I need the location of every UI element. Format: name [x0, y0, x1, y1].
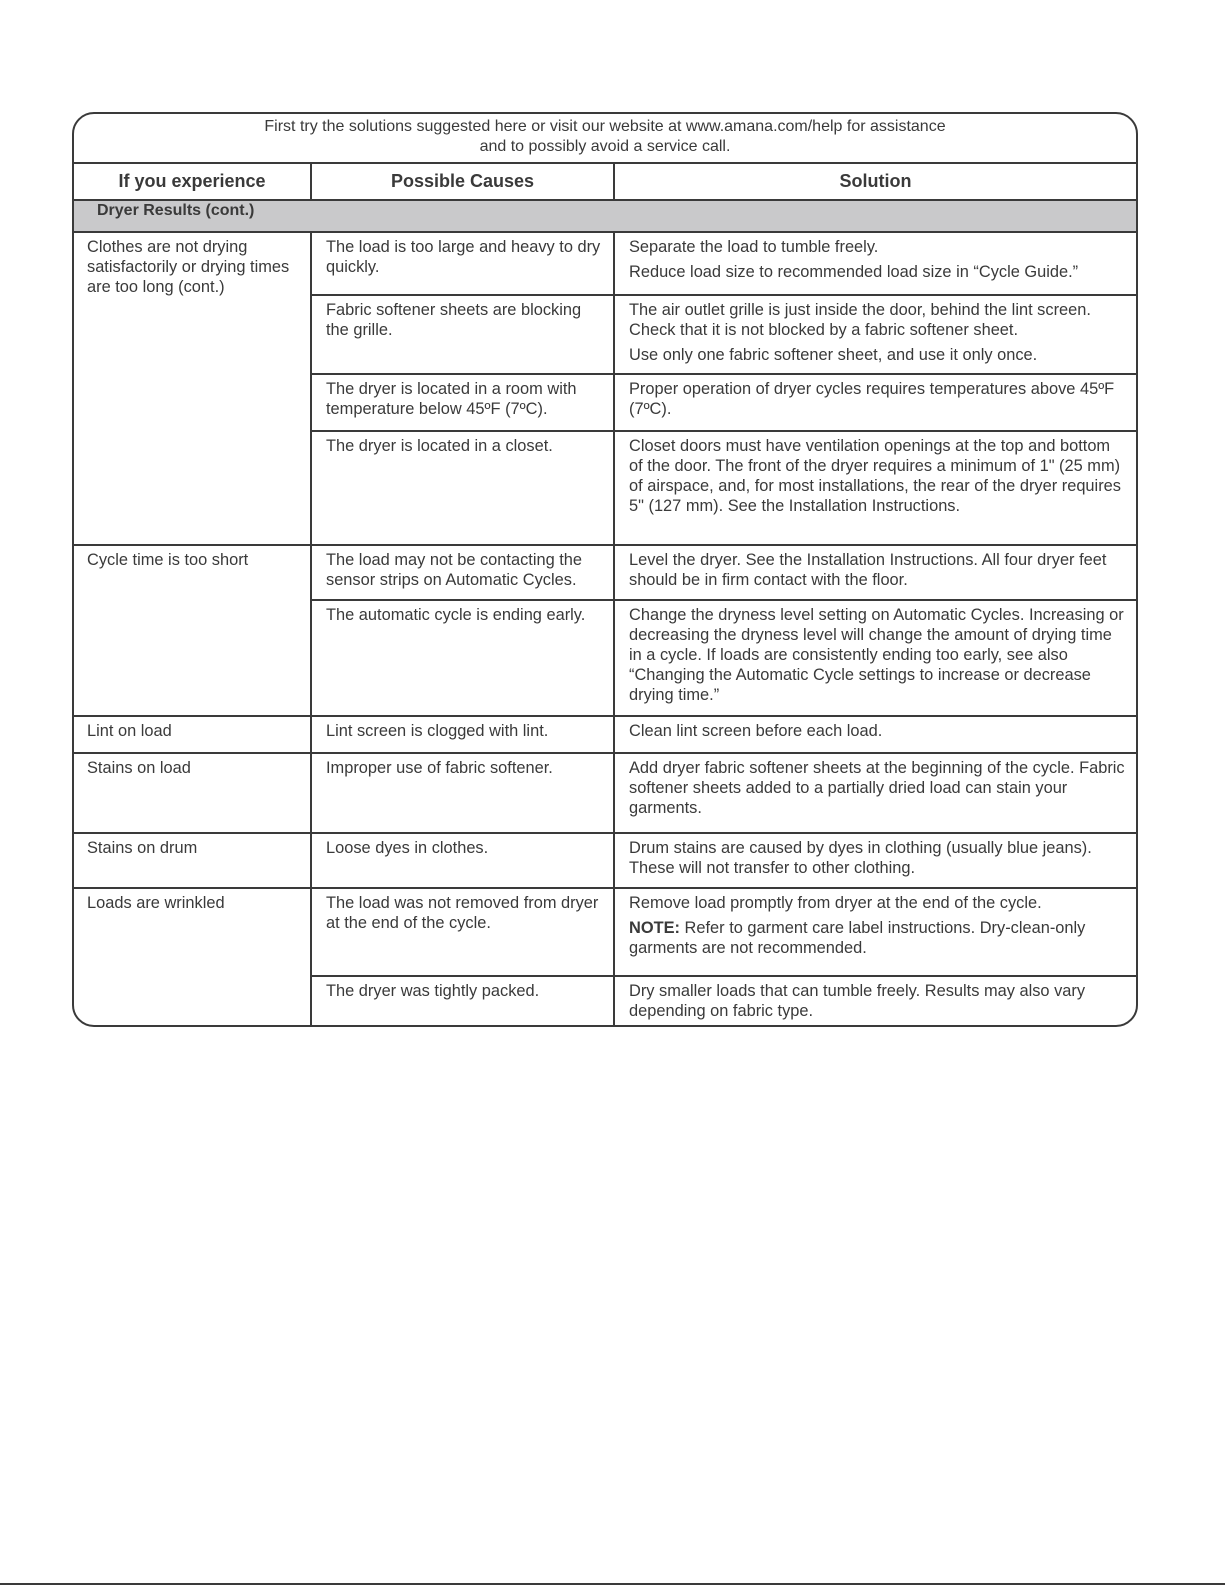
solution-cell: [614, 374, 1136, 431]
cause-cell: The load is too large and heavy to dry quickly.: [311, 232, 614, 295]
header-causes: Possible Causes: [311, 164, 614, 200]
table-row: [74, 232, 1136, 295]
solution-cell: [614, 431, 1136, 545]
solution-cell: [614, 545, 1136, 600]
table-header-row: [74, 164, 1136, 200]
solution-text: Closet doors must have ventilation openings at the top and bottom of the door. The front of the dryer requires a minimum of 1" (25 mm) of airspace, and, for most installations, the rear of the dryer requires 5" (127 mm). See the Installation Instructions.: [629, 437, 1121, 515]
cause-cell: The dryer was tightly packed.: [311, 976, 614, 1027]
experience-cell: Loads are wrinkled: [74, 888, 311, 1027]
solution-text: Dry smaller loads that can tumble freely. Results may also vary depending on fabric type.: [629, 981, 1086, 1020]
cause-cell: Loose dyes in clothes.: [311, 833, 614, 888]
cause-cell: The load was not removed from dryer at the end of the cycle.: [311, 888, 614, 976]
solution-note: [629, 919, 1128, 959]
solution-text: Remove load promptly from dryer at the end of the cycle.: [629, 893, 1042, 912]
cause-cell: The dryer is located in a closet.: [311, 431, 614, 545]
table-row: [74, 888, 1136, 976]
solution-text: Clean lint screen before each load.: [629, 722, 883, 741]
solution-cell: [614, 976, 1136, 1027]
solution-text: Reduce load size to recommended load size in “Cycle Guide.”: [629, 262, 1079, 281]
solution-cell: [614, 295, 1136, 374]
header-experience: If you experience: [74, 164, 311, 200]
experience-cell: Cycle time is too short: [74, 545, 311, 716]
cause-cell: Fabric softener sheets are blocking the grille.: [311, 295, 614, 374]
solution-cell: [614, 888, 1136, 976]
cause-cell: The automatic cycle is ending early.: [311, 600, 614, 716]
cause-cell: The dryer is located in a room with temperature below 45ºF (7ºC).: [311, 374, 614, 431]
section-title: Dryer Results (cont.): [74, 200, 1136, 232]
cause-cell: The load may not be contacting the sensor strips on Automatic Cycles.: [311, 545, 614, 600]
cause-cell: Improper use of fabric softener.: [311, 753, 614, 833]
header-solution: Solution: [614, 164, 1136, 200]
solution-text: Use only one fabric softener sheet, and use it only once.: [629, 345, 1038, 364]
solution-cell: [614, 753, 1136, 833]
table-row: [74, 833, 1136, 888]
solution-cell: [614, 833, 1136, 888]
solution-cell: [614, 716, 1136, 753]
solution-text: The air outlet grille is just inside the door, behind the lint screen. Check that it is not blocked by a fabric softener sheet.: [629, 301, 1091, 339]
solution-text: Level the dryer. See the Installation Instructions. All four dryer feet should be in firm contact with the floor.: [629, 551, 1107, 590]
note-text: Refer to garment care label instructions. Dry-clean-only garments are not recommended.: [629, 918, 1086, 957]
experience-cell: Lint on load: [74, 716, 311, 753]
solution-cell: [614, 232, 1136, 295]
solution-cell: [614, 600, 1136, 716]
cause-cell: Lint screen is clogged with lint.: [311, 716, 614, 753]
table-row: [74, 753, 1136, 833]
intro-text: [74, 114, 1136, 164]
table-row: [74, 716, 1136, 753]
note-label: NOTE:: [629, 918, 680, 937]
experience-cell: Stains on load: [74, 753, 311, 833]
table-row: [74, 545, 1136, 600]
intro-line-2: and to possibly avoid a service call.: [479, 138, 731, 155]
solution-text: Add dryer fabric softener sheets at the beginning of the cycle. Fabric softener sheets added to a partially dried load can stain your garments.: [629, 759, 1125, 817]
troubleshooting-table-frame: [72, 112, 1138, 1027]
intro-line-1: First try the solutions suggested here or visit our website at www.amana.com/help for assistance: [264, 118, 946, 135]
solution-text: Change the dryness level setting on Automatic Cycles. Increasing or decreasing the dryness level will change the amount of drying time in a cycle. If loads are consistently ending too early, see also “Changing the Automatic Cycle settings to increase or decrease drying time.”: [629, 606, 1124, 704]
experience-cell: Stains on drum: [74, 833, 311, 888]
experience-cell: Clothes are not drying satisfactorily or drying times are too long (cont.): [74, 232, 311, 545]
solution-text: Drum stains are caused by dyes in clothing (usually blue jeans). These will not transfer to other clothing.: [629, 839, 1092, 878]
solution-text: Separate the load to tumble freely.: [629, 238, 879, 256]
section-row: [74, 200, 1136, 232]
solution-text: Proper operation of dryer cycles requires temperatures above 45ºF (7ºC).: [629, 380, 1115, 419]
troubleshooting-table: [74, 164, 1136, 1027]
